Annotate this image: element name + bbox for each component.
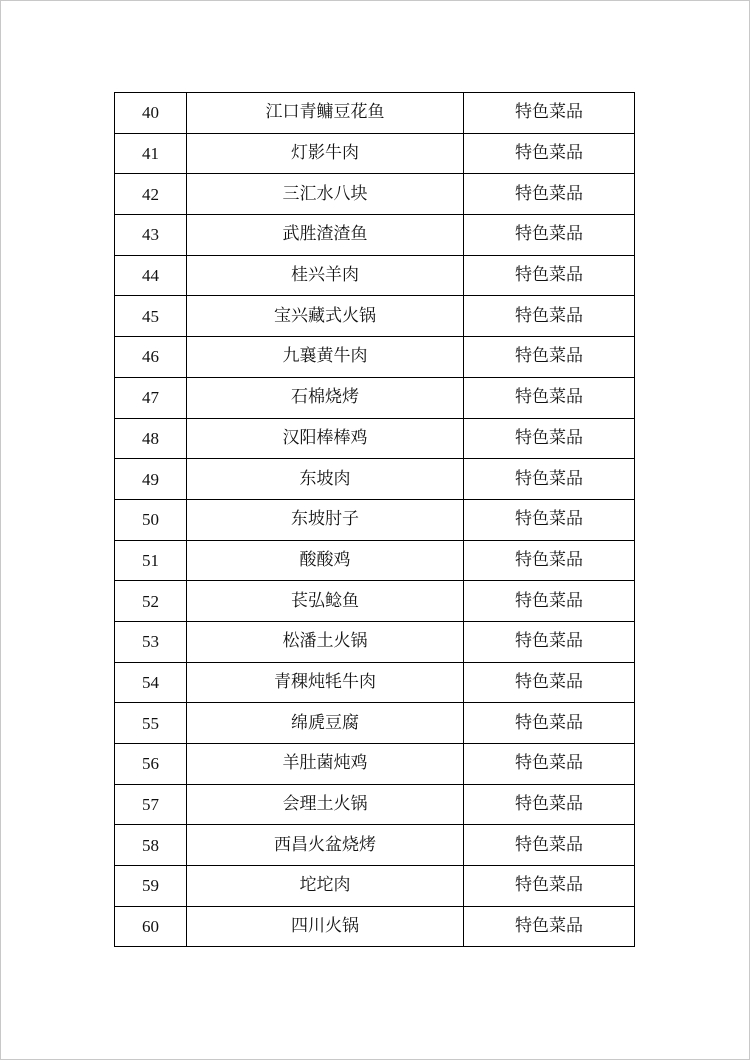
category-cell: 特色菜品	[464, 255, 635, 296]
dish-name-cell: 坨坨肉	[187, 866, 464, 907]
category-cell: 特色菜品	[464, 825, 635, 866]
category-cell: 特色菜品	[464, 662, 635, 703]
row-number-cell: 54	[115, 662, 187, 703]
table-row	[115, 255, 635, 296]
category-cell: 特色菜品	[464, 703, 635, 744]
category-cell: 特色菜品	[464, 93, 635, 134]
table-row	[115, 337, 635, 378]
category-cell: 特色菜品	[464, 215, 635, 256]
dish-name-cell: 东坡肉	[187, 459, 464, 500]
category-cell: 特色菜品	[464, 174, 635, 215]
row-number-cell: 46	[115, 337, 187, 378]
dish-name-cell: 绵虒豆腐	[187, 703, 464, 744]
row-number-cell: 47	[115, 377, 187, 418]
category-cell: 特色菜品	[464, 540, 635, 581]
row-number-cell: 58	[115, 825, 187, 866]
dish-name-cell: 三汇水八块	[187, 174, 464, 215]
category-cell: 特色菜品	[464, 499, 635, 540]
dish-name-cell: 灯影牛肉	[187, 133, 464, 174]
dish-name-cell: 会理土火锅	[187, 784, 464, 825]
row-number-cell: 43	[115, 215, 187, 256]
table-row	[115, 499, 635, 540]
category-cell: 特色菜品	[464, 621, 635, 662]
table-row	[115, 621, 635, 662]
dish-name-cell: 桂兴羊肉	[187, 255, 464, 296]
dish-name-cell: 东坡肘子	[187, 499, 464, 540]
row-number-cell: 56	[115, 744, 187, 785]
table-row	[115, 459, 635, 500]
row-number-cell: 57	[115, 784, 187, 825]
category-cell: 特色菜品	[464, 296, 635, 337]
table-body	[115, 93, 635, 947]
dish-name-cell: 西昌火盆烧烤	[187, 825, 464, 866]
category-cell: 特色菜品	[464, 459, 635, 500]
dish-name-cell: 四川火锅	[187, 906, 464, 947]
row-number-cell: 60	[115, 906, 187, 947]
row-number-cell: 44	[115, 255, 187, 296]
table-row	[115, 215, 635, 256]
dish-name-cell: 江口青鳙豆花鱼	[187, 93, 464, 134]
table-row	[115, 581, 635, 622]
row-number-cell: 53	[115, 621, 187, 662]
table-row	[115, 866, 635, 907]
table-row	[115, 540, 635, 581]
dish-name-cell: 酸酸鸡	[187, 540, 464, 581]
dish-name-cell: 宝兴藏式火锅	[187, 296, 464, 337]
table-row	[115, 662, 635, 703]
table-row	[115, 296, 635, 337]
row-number-cell: 40	[115, 93, 187, 134]
category-cell: 特色菜品	[464, 418, 635, 459]
category-cell: 特色菜品	[464, 337, 635, 378]
category-cell: 特色菜品	[464, 906, 635, 947]
dish-name-cell: 松潘土火锅	[187, 621, 464, 662]
row-number-cell: 51	[115, 540, 187, 581]
row-number-cell: 49	[115, 459, 187, 500]
row-number-cell: 59	[115, 866, 187, 907]
dish-name-cell: 武胜渣渣鱼	[187, 215, 464, 256]
dish-name-cell: 青稞炖牦牛肉	[187, 662, 464, 703]
dish-name-cell: 苌弘鲶鱼	[187, 581, 464, 622]
dish-name-cell: 汉阳棒棒鸡	[187, 418, 464, 459]
table-row	[115, 703, 635, 744]
category-cell: 特色菜品	[464, 133, 635, 174]
table-row	[115, 906, 635, 947]
table-row	[115, 784, 635, 825]
row-number-cell: 48	[115, 418, 187, 459]
category-cell: 特色菜品	[464, 377, 635, 418]
table-row	[115, 133, 635, 174]
dish-table	[114, 92, 635, 947]
row-number-cell: 45	[115, 296, 187, 337]
category-cell: 特色菜品	[464, 581, 635, 622]
dish-name-cell: 九襄黄牛肉	[187, 337, 464, 378]
category-cell: 特色菜品	[464, 784, 635, 825]
row-number-cell: 41	[115, 133, 187, 174]
table-row	[115, 418, 635, 459]
table-row	[115, 744, 635, 785]
table-row	[115, 825, 635, 866]
table-row	[115, 174, 635, 215]
row-number-cell: 55	[115, 703, 187, 744]
row-number-cell: 52	[115, 581, 187, 622]
category-cell: 特色菜品	[464, 744, 635, 785]
category-cell: 特色菜品	[464, 866, 635, 907]
dish-name-cell: 石棉烧烤	[187, 377, 464, 418]
row-number-cell: 50	[115, 499, 187, 540]
table-row	[115, 93, 635, 134]
dish-name-cell: 羊肚菌炖鸡	[187, 744, 464, 785]
row-number-cell: 42	[115, 174, 187, 215]
table-row	[115, 377, 635, 418]
